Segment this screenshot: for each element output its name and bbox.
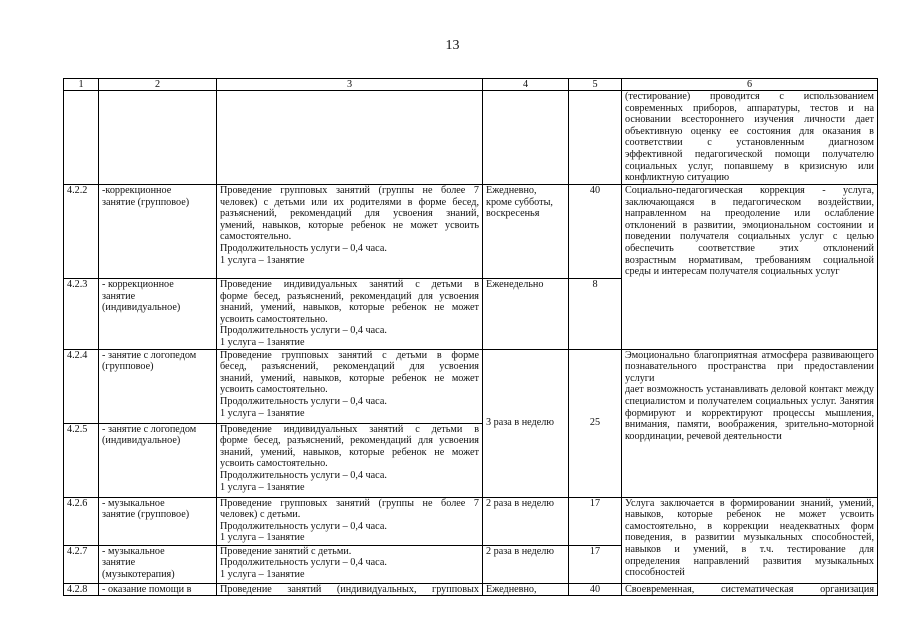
service-frequency: Еженедельно [483,279,569,350]
logoped-description: Эмоционально благоприятная атмосфера развивающего познавательного пространства при предоставлении услуги дает возможность устанавливать деловой контакт между специалистом и получателем социальных услуг. Занятия формируют и корректируют процессы мышления, внимания, памяти, воображения, зрительно-моторной координации, речевой деятельности [622,349,878,497]
service-description: Проведение занятий с детьми. Продолжительность услуги – 0,4 часа. 1 услуга – 1занятие [217,545,483,583]
service-count: 8 [569,279,622,350]
service-name: - занятие с логопедом (групповое) [99,349,217,423]
table-row [64,349,878,423]
col-header: 6 [622,79,878,91]
music-description: Услуга заключается в формировании знаний, умений, навыков, которые ребенок не может усвоить самостоятельно, в коррекции неадекватных форм поведения, в развитии музыкальных способностей, навыков и умений, в т.ч. тестирование для определения направлений развития музыкальных способностей [622,497,878,583]
service-description: Проведение индивидуальных занятий с детьми в форме бесед, разъяснений, рекомендаций для усвоения знаний, умений, навыков, которые ребенок не может усвоить самостоятельно. Продолжительность услуги – 0,4 часа. 1 услуга – 1занятие [217,279,483,350]
service-frequency: Ежедневно, [483,583,569,596]
service-name: - занятие с логопедом (индивидуальное) [99,423,217,497]
row-number: 4.2.4 [64,349,99,423]
service-name: - коррекционное занятие (индивидуальное) [99,279,217,350]
services-table [63,78,878,596]
correction-description: Социально-педагогическая коррекция - услуга, заключающаяся в педагогическом воздействии, направленном на преодоление или ослабление отклонений в развитии, эмоциональном состоянии и поведении получателя социальных услуг с целью обеспечить соответствие этих отклонений возрастным нормативам, требованиям социальной среды и интересам получателя социальных услуг [622,185,878,350]
col-header: 4 [483,79,569,91]
header-row [64,79,878,91]
service-description: Проведение занятий (индивидуальных, групповых [217,583,483,596]
last-description: Своевременная, систематическая организация [622,583,878,596]
row-number: 4.2.8 [64,583,99,596]
row-number: 4.2.5 [64,423,99,497]
service-count: 17 [569,545,622,583]
service-description: Проведение индивидуальных занятий с детьми в форме бесед, разъяснений, рекомендаций для усвоения знаний, умений, навыков, которые ребенок не может усвоить самостоятельно. Продолжительность услуги – 0,4 часа. 1 услуга – 1занятие [217,423,483,497]
row-number: 4.2.2 [64,185,99,279]
row-number: 4.2.6 [64,497,99,545]
page-number: 13 [445,38,460,53]
continuation-text: (тестирование) проводится с использованием современных приборов, аппаратуры, тестов и на основании всестороннего изучения личности дает объективную оценку ее состояния для оказания в соответствии с установленным диагнозом эффективной педагогической помощи получателю социальных услуг, попавшему в кризисную или конфликтную ситуацию [622,91,878,185]
logoped-count: 25 [569,349,622,497]
table-row [64,497,878,545]
service-frequency: 2 раза в неделю [483,545,569,583]
row-number: 4.2.3 [64,279,99,350]
service-name: -коррекционное занятие (групповое) [99,185,217,279]
col-header: 1 [64,79,99,91]
continuation-row [64,91,878,185]
service-frequency: 2 раза в неделю [483,497,569,545]
col-header: 2 [99,79,217,91]
service-count: 40 [569,583,622,596]
row-number: 4.2.7 [64,545,99,583]
service-description: Проведение групповых занятий (группы не более 7 человек) с детьми или их родителями в форме бесед, разъяснений, рекомендаций для усвоения знаний, умений, навыков, которые ребенок не может усвоить самостоятельно. Продолжительность услуги – 0,4 часа. 1 услуга – 1занятие [217,185,483,279]
logoped-frequency: 3 раза в неделю [483,349,569,497]
service-name: - оказание помощи в [99,583,217,596]
service-name: - музыкальное занятие (музыкотерапия) [99,545,217,583]
service-frequency: Ежедневно, кроме субботы, воскресенья [483,185,569,279]
service-count: 40 [569,185,622,279]
col-header: 5 [569,79,622,91]
table-row [64,583,878,596]
service-description: Проведение групповых занятий с детьми в форме бесед, разъяснений, рекомендаций для усвоения знаний, умений, навыков, которые ребенок не может усвоить самостоятельно. Продолжительность услуги – 0,4 часа. 1 услуга – 1занятие [217,349,483,423]
service-description: Проведение групповых занятий (группы не более 7 человек) с детьми. Продолжительность услуги – 0,4 часа. 1 услуга – 1занятие [217,497,483,545]
service-name: - музыкальное занятие (групповое) [99,497,217,545]
col-header: 3 [217,79,483,91]
service-count: 17 [569,497,622,545]
table-row [64,185,878,279]
